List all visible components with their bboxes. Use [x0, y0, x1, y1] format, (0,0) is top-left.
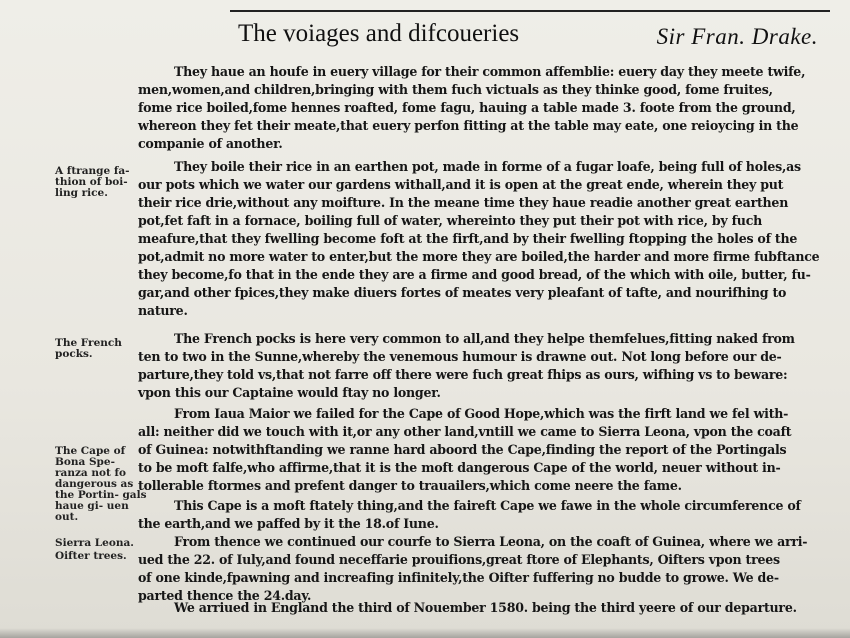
text-line: fome rice boiled,fome hennes roafted, fome fagu, hauing a table made 3. foote from the ground,: [138, 100, 796, 115]
text-line: the earth,and we paffed by it the 18.of Iune.: [138, 516, 439, 531]
text-line: ued the 22. of Iuly,and found neceffarie prouifions,great ftore of Elephants, Oifters vpon trees: [138, 552, 780, 567]
margin-note-cape: The Cape of Bona Spe- ranza not fo dangerous as the Portin- gals haue gi- uen out.: [55, 445, 147, 523]
text-line: They boile their rice in an earthen pot, made in forme of a fugar loafe, being full of holes,as: [174, 159, 801, 174]
text-line: parture,they told vs,that not farre off there were fuch great fhips as ours, wifhing vs to beware:: [138, 367, 788, 382]
text-line: parted thence the 24.day.: [138, 588, 312, 603]
text-line: This Cape is a moft ftately thing,and the faireft Cape we fawe in the whole circumference of: [174, 498, 801, 513]
text-line: nature.: [138, 303, 188, 318]
text-line: meafure,that they fwelling become foft at the firft,and by their fwelling ftopping the holes of the: [138, 231, 798, 246]
page-bottom-edge: [0, 628, 850, 638]
text-line: men,women,and children,bringing with them fuch victuals as they thinke good, fome fruites,: [138, 82, 773, 97]
text-line: to be moft falfe,who affirme,that it is the moft dangerous Cape of the world, neuer without in-: [138, 460, 781, 475]
text-line: they become,fo that in the ende they are a firme and good bread, of the which with oile, butter, fu-: [138, 267, 811, 282]
margin-note-boiling-rice: A ftrange fa- thion of boi- ling rice.: [55, 165, 130, 199]
text-line: our pots which we water our gardens withall,and it is open at the great ende, wherein they put: [138, 177, 784, 192]
margin-note-sierra-leona: Sierra Leona.: [55, 537, 134, 549]
text-line: The French pocks is here very common to all,and they helpe themfelues,fitting naked from: [174, 331, 795, 346]
text-line: their rice drie,without any moifture. In the meane time they haue readie another great earthen: [138, 195, 789, 210]
text-line: ten to two in the Sunne,whereby the venemous humour is drawne out. Not long before our de-: [138, 349, 782, 364]
text-line: pot,fet faft in a fornace, boiling full of water, whereinto they put their pot with rice, by fuch: [138, 213, 763, 228]
margin-note-oister-trees: Oifter trees.: [55, 550, 127, 562]
page-title: The voiages and difcoueries: [238, 20, 520, 47]
text-line: tollerable ftormes and prefent danger to trauailers,which come neere the fame.: [138, 478, 682, 493]
running-header: [230, 10, 830, 56]
text-line: whereon they fet their meate,that euery perfon fitting at the table may eate, one reioycing in the: [138, 118, 799, 133]
text-line: vpon this our Captaine would ftay no longer.: [138, 385, 441, 400]
text-line: all: neither did we touch with it,or any other land,vntill we came to Sierra Leona, vpon the coaft: [138, 424, 792, 439]
text-line: We arriued in England the third of Nouember 1580. being the third yeere of our departure.: [174, 600, 797, 615]
margin-note-french-pocks: The French pocks.: [55, 337, 122, 360]
text-line: of one kinde,fpawning and increafing infinitely,the Oifter fuffering no budde to growe. We de-: [138, 570, 779, 585]
text-line: From thence we continued our courfe to Sierra Leona, on the coaft of Guinea, where we arri-: [174, 534, 808, 549]
text-line: They haue an houfe in euery village for their common affemblie: euery day they meete twife,: [174, 64, 806, 79]
text-line: of Guinea: notwithftanding we ranne hard aboord the Cape,finding the report of the Portingals: [138, 442, 787, 457]
text-line: From Iaua Maior we failed for the Cape of Good Hope,which was the firft land we fel with-: [174, 406, 789, 421]
text-line: gar,and other fpices,they make diuers fortes of meates very pleafant of tafte, and nourifhing to: [138, 285, 787, 300]
text-line: companie of another.: [138, 136, 283, 151]
running-author: Sir Fran. Drake.: [656, 24, 818, 49]
text-line: pot,admit no more water to enter,but the more they are boiled,the harder and more firme fubftance: [138, 249, 820, 264]
